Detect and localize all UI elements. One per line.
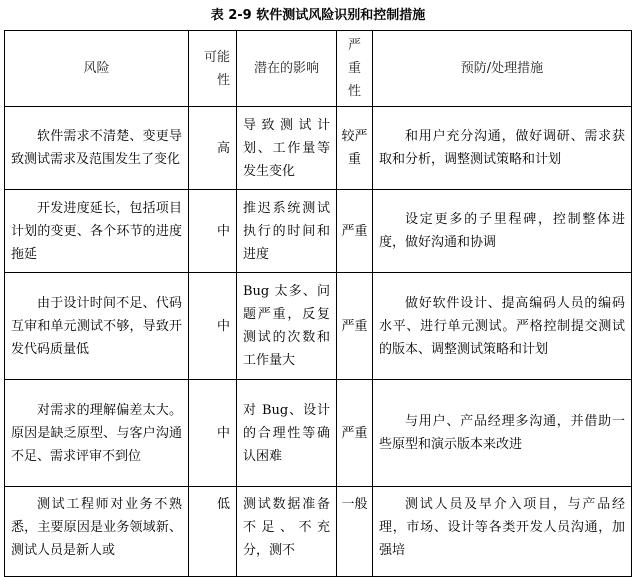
table-row	[5, 487, 632, 577]
cell-impact: 导致测试计划、工作量等发生变化	[237, 107, 337, 190]
cell-risk: 对需求的理解偏差太大。原因是缺乏原型、与客户沟通不足、需求评审不到位	[5, 380, 189, 487]
header-measures: 预防/处理措施	[373, 31, 632, 107]
cell-severity: 严重	[337, 190, 373, 273]
table-row	[5, 273, 632, 380]
cell-severity: 较严重	[337, 107, 373, 190]
header-row	[5, 31, 632, 107]
cell-severity: 严重	[337, 380, 373, 487]
cell-impact: 测试数据准备不足、不充分，测不	[237, 487, 337, 577]
cell-impact: 对 Bug、设计的合理性等确认困难	[237, 380, 337, 487]
cell-measures: 与用户、产品经理多沟通，并借助一些原型和演示版本来改进	[373, 380, 632, 487]
header-severity: 严重性	[337, 31, 373, 107]
header-impact: 潜在的影响	[237, 31, 337, 107]
cell-probability: 中	[189, 190, 237, 273]
risk-table	[4, 30, 632, 577]
cell-severity: 严重	[337, 273, 373, 380]
table-row	[5, 107, 632, 190]
header-probability: 可能性	[189, 31, 237, 107]
cell-measures: 测试人员及早介入项目，与产品经理，市场、设计等各类开发人员沟通，加强培	[373, 487, 632, 577]
table-row	[5, 190, 632, 273]
cell-probability: 低	[189, 487, 237, 577]
cell-severity: 一般	[337, 487, 373, 577]
cell-probability: 中	[189, 380, 237, 487]
cell-measures: 设定更多的子里程碑，控制整体进度，做好沟通和协调	[373, 190, 632, 273]
cell-risk: 测试工程师对业务不熟悉，主要原因是业务领域新、测试人员是新人或	[5, 487, 189, 577]
cell-measures: 和用户充分沟通，做好调研、需求获取和分析，调整测试策略和计划	[373, 107, 632, 190]
cell-measures: 做好软件设计、提高编码人员的编码水平、进行单元测试。严格控制提交测试的版本、调整测试策略和计划	[373, 273, 632, 380]
cell-risk: 软件需求不清楚、变更导致测试需求及范围发生了变化	[5, 107, 189, 190]
cell-impact: Bug 太多、问题严重，反复测试的次数和工作量大	[237, 273, 337, 380]
cell-risk: 开发进度延长，包括项目计划的变更、各个环节的进度拖延	[5, 190, 189, 273]
cell-risk: 由于设计时间不足、代码互审和单元测试不够，导致开发代码质量低	[5, 273, 189, 380]
cell-probability: 中	[189, 273, 237, 380]
cell-impact: 推迟系统测试执行的时间和进度	[237, 190, 337, 273]
table-caption: 表 2-9 软件测试风险识别和控制措施	[210, 8, 426, 23]
header-risk: 风险	[5, 31, 189, 107]
table-row	[5, 380, 632, 487]
cell-probability: 高	[189, 107, 237, 190]
